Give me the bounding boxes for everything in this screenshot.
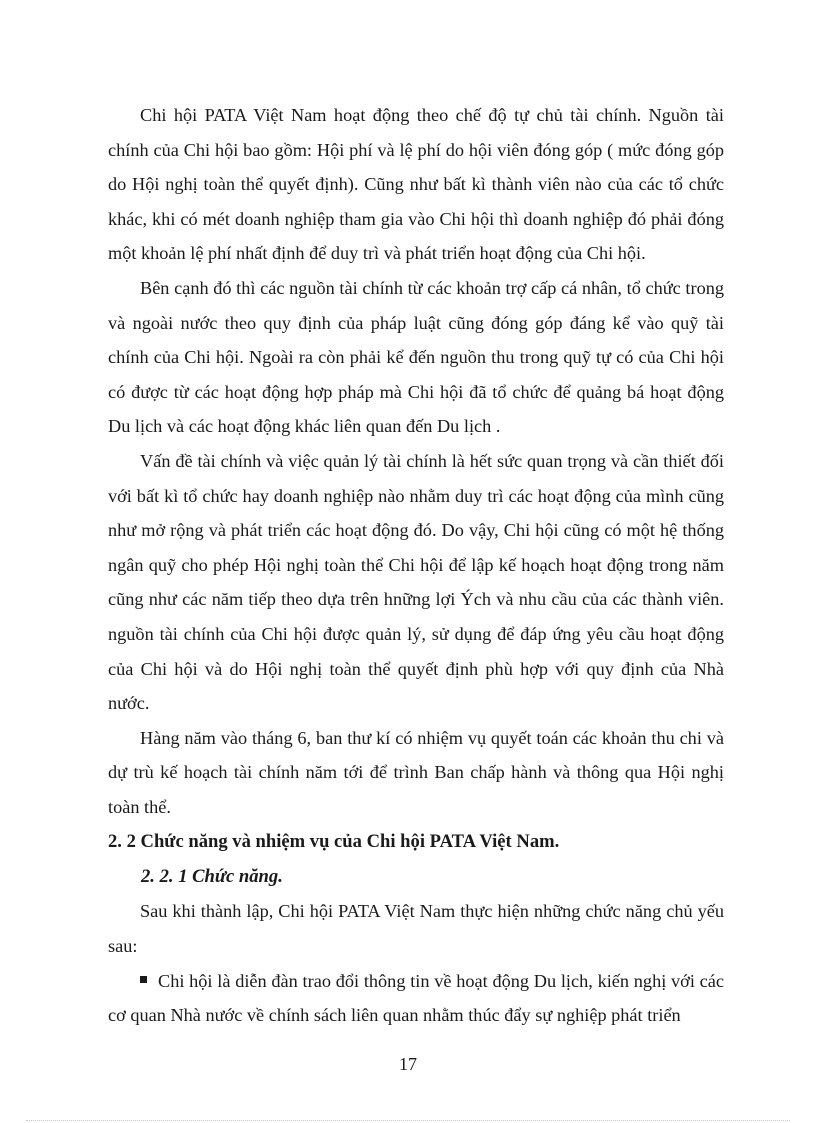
subsection-heading: 2. 2. 1 Chức năng. <box>141 866 283 888</box>
body-paragraph: Chi hội PATA Việt Nam hoạt động theo chế độ tự chủ tài chính. Nguồn tài chính của Chi hội bao gồm: Hội phí và lệ phí do hội viên đóng góp ( mức đóng góp do Hội nghị toàn thể quyết định). Cũng như bất kì thành viên nào của các tổ chức khác, khi có mét doanh nghiệp tham gia vào Chi hội thì doanh nghiệp đó phải đóng một khoản lệ phí nhất định để duy trì và phát triển hoạt động của Chi hội. <box>108 105 724 264</box>
square-bullet-icon <box>140 976 147 983</box>
page-bottom-divider <box>26 1120 790 1121</box>
page-number: 17 <box>399 1054 417 1074</box>
body-paragraph: Vấn đề tài chính và việc quản lý tài chính là hết sức quan trọng và cần thiết đối với bất kì tổ chức hay doanh nghiệp nào nhằm duy trì các hoạt động của mình cũng như mở rộng và phát triển các hoạt động đó. Do vậy, Chi hội cũng có một hệ thống ngân quỹ cho phép Hội nghị toàn thể Chi hội để lập kế hoạch hoạt động trong năm cũng như các năm tiếp theo dựa trên hnững lợi Ých và nhu cầu của các thành viên. nguồn tài chính của Chi hội được quản lý, sử dụng để đáp ứng yêu cầu hoạt động của Chi hội và do Hội nghị toàn thể quyết định phù hợp với quy định của Nhà nước. <box>108 450 724 714</box>
bullet-item <box>108 964 724 1033</box>
section-heading: 2. 2 Chức năng và nhiệm vụ của Chi hội PATA Việt Nam. <box>108 831 560 853</box>
body-paragraph: Bên cạnh đó thì các nguồn tài chính từ các khoản trợ cấp cá nhân, tổ chức trong và ngoài nước theo quy định của pháp luật cũng đóng góp đáng kể vào quỹ tài chính của Chi hội. Ngoài ra còn phải kể đến nguồn thu trong quỹ tự có của Chi hội có được từ các hoạt động hợp pháp mà Chi hội đã tổ chức để quảng bá hoạt động Du lịch và các hoạt động khác liên quan đến Du lịch . <box>108 277 724 437</box>
intro-paragraph: Sau khi thành lập, Chi hội PATA Việt Nam thực hiện những chức năng chủ yếu sau: <box>108 901 724 957</box>
body-paragraph: Hàng năm vào tháng 6, ban thư kí có nhiệm vụ quyết toán các khoản thu chi và dự trù kế hoạch tài chính năm tới để trình Ban chấp hành và thông qua Hội nghị toàn thể. <box>108 727 724 817</box>
bullet-text: Chi hội là diễn đàn trao đổi thông tin về hoạt động Du lịch, kiến nghị với các cơ quan Nhà nước về chính sách liên quan nhằm thúc đẩy sự nghiệp phát triển <box>108 970 724 1026</box>
page-body <box>108 98 724 1033</box>
